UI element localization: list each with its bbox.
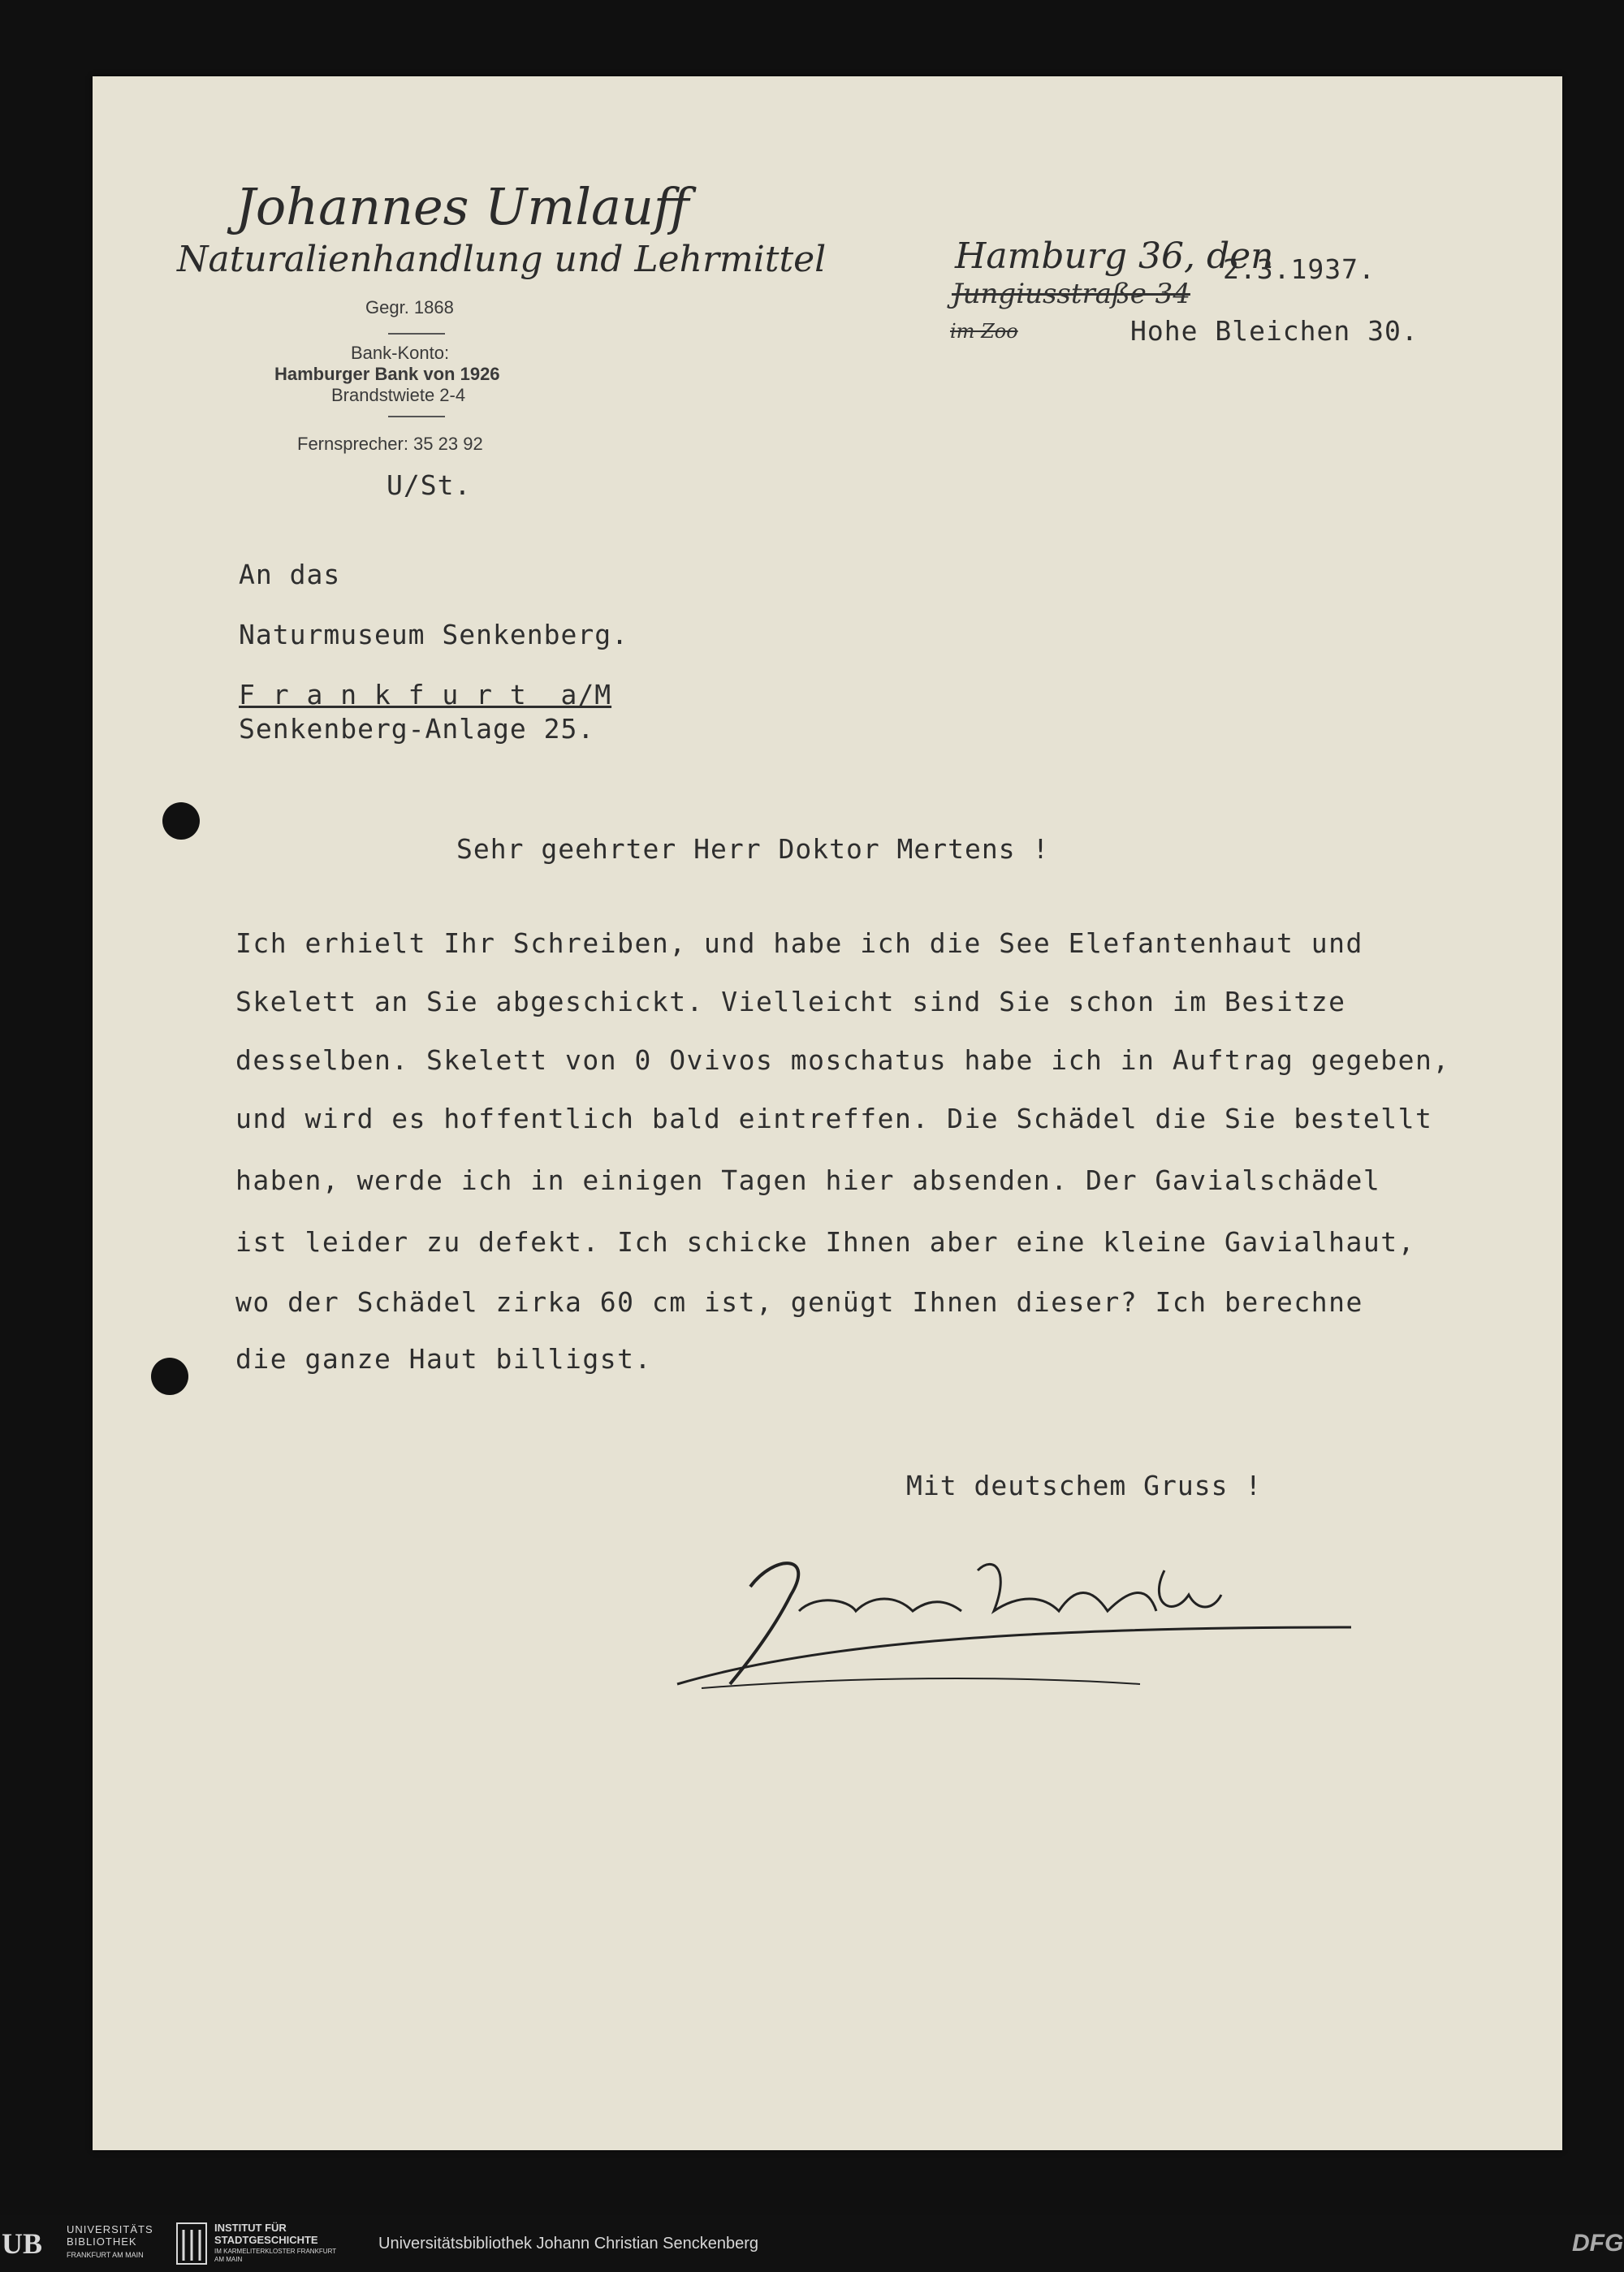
- place-city: Hamburg 36, den: [955, 235, 1274, 277]
- body-line: und wird es hoffentlich bald eintreffen. Die Schädel die Sie bestellt: [235, 1103, 1433, 1134]
- recipient-line-3: F r a n k f u r t a/M: [239, 679, 612, 711]
- institut-text: INSTITUT FÜR STADTGESCHICHTE: [214, 2222, 318, 2246]
- ub-subtext: FRANKFURT AM MAIN: [67, 2251, 144, 2259]
- ub-logo: UB: [2, 2227, 43, 2260]
- institut-logo-icon: [175, 2222, 208, 2266]
- divider: [388, 333, 445, 335]
- body-line: die ganze Haut billigst.: [235, 1343, 652, 1375]
- body-line: ist leider zu defekt. Ich schicke Ihnen aber eine kleine Gavialhaut,: [235, 1226, 1416, 1258]
- ub-text: UNIVERSITÄTS BIBLIOTHEK: [67, 2223, 153, 2248]
- library-name: Universitätsbibliothek Johann Christian Senckenberg: [378, 2235, 759, 2253]
- old-street-note: im Zoo: [950, 320, 1018, 343]
- bank-label: Bank-Konto:: [351, 343, 450, 363]
- institut-subtext: IM KARMELITERKLOSTER FRANKFURT AM MAIN: [214, 2248, 336, 2263]
- new-street: Hohe Bleichen 30.: [1130, 315, 1419, 347]
- recipient-line-4: Senkenberg-Anlage 25.: [239, 713, 595, 745]
- reference-code: U/St.: [387, 469, 472, 501]
- old-street-crossed: Jungiusstraße 34: [952, 278, 1190, 310]
- divider: [388, 416, 445, 417]
- handwritten-signature: [653, 1522, 1367, 1708]
- letter-date: 2.3.1937.: [1223, 253, 1376, 285]
- body-line: desselben. Skelett von 0 Ovivos moschatus habe ich in Auftrag gegeben,: [235, 1044, 1450, 1076]
- archive-footer: [0, 2215, 1624, 2272]
- salutation: Sehr geehrter Herr Doktor Mertens !: [456, 833, 1050, 865]
- body-line: Ich erhielt Ihr Schreiben, und habe ich die See Elefantenhaut und: [235, 927, 1363, 959]
- company-business: Naturalienhandlung und Lehrmittel: [177, 239, 827, 280]
- dfg-logo: DFG: [1572, 2230, 1624, 2257]
- recipient-line-2: Naturmuseum Senkenberg.: [239, 619, 628, 650]
- body-line: Skelett an Sie abgeschickt. Vielleicht sind Sie schon im Besitze: [235, 986, 1346, 1017]
- company-name: Johannes Umlauff: [235, 177, 689, 236]
- bank-address: Brandstwiete 2-4: [331, 385, 466, 405]
- punch-hole: [151, 1358, 188, 1395]
- founded-year: Gegr. 1868: [365, 297, 454, 317]
- body-line: wo der Schädel zirka 60 cm ist, genügt Ihnen dieser? Ich berechne: [235, 1286, 1363, 1318]
- punch-hole: [162, 802, 200, 840]
- bank-name: Hamburger Bank von 1926: [274, 364, 500, 384]
- closing: Mit deutschem Gruss !: [906, 1470, 1263, 1501]
- letter-page: [93, 76, 1562, 2150]
- body-line: haben, werde ich in einigen Tagen hier absenden. Der Gavialschädel: [235, 1164, 1381, 1196]
- recipient-line-1: An das: [239, 559, 341, 590]
- phone-number: Fernsprecher: 35 23 92: [297, 434, 483, 454]
